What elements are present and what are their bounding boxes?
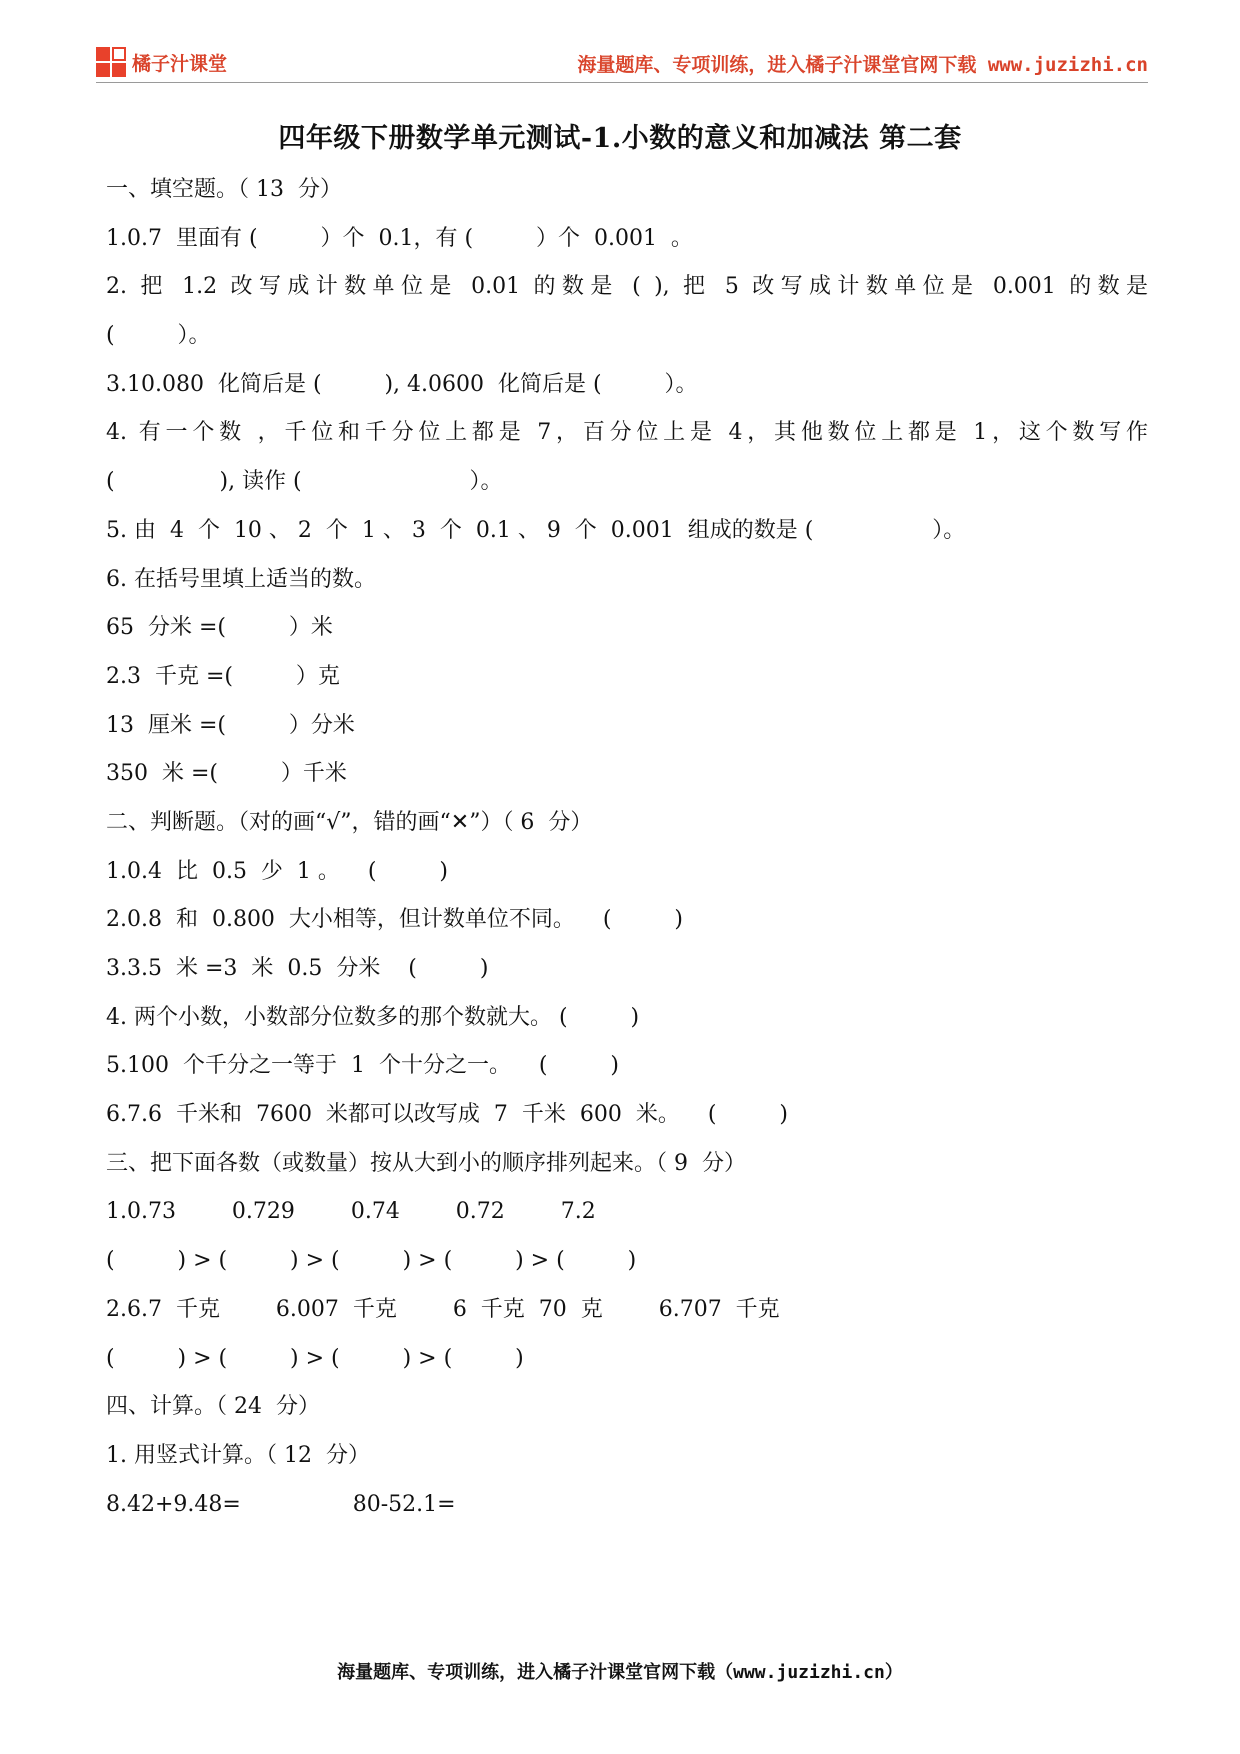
worksheet-body [106,166,1148,1529]
section-heading: 三、把下面各数（或数量）按从大到小的顺序排列起来。（ 9 分） [106,1150,746,1176]
question-line: ( ) > ( ) > ( ) > ( ) > ( ) [106,1248,637,1274]
question-line: 1. 用竖式计算。（ 12 分） [106,1442,370,1468]
question-line: 6. 在括号里填上适当的数。 [106,566,376,592]
question-line: 6.7.6 千米和 7600 米都可以改写成 7 千米 600 米。 ( ) [106,1102,788,1128]
question-line: 8.42+9.48= 80-52.1= [106,1491,456,1517]
question-line: 5.100 个千分之一等于 1 个十分之一。 ( ) [106,1053,620,1079]
question-line: ( ）。 [106,323,211,349]
question-line: 13 厘米 =( ）分米 [106,712,355,738]
question-line: 1.0.7 里面有 ( ）个 0.1，有 ( ）个 0.001 。 [106,225,693,251]
question-line: 3.10.080 化简后是 ( ), 4.0600 化简后是 ( ）。 [106,371,698,397]
question-line: 2. 把 1.2 改写成计数单位是 0.01 的数是 ( ), 把 5 改写成计数单位是 0.001 的数是 [106,274,1148,300]
question-line: 5. 由 4 个 10 、 2 个 1 、 3 个 0.1 、 9 个 0.001 组成的数是 ( ）。 [106,517,966,543]
logo-text: 橘子汁课堂 [132,52,228,75]
question-line: 2.6.7 千克 6.007 千克 6 千克 70 克 6.707 千克 [106,1296,780,1322]
question-line: 65 分米 =( ）米 [106,615,333,641]
question-line: 4. 两个小数，小数部分位数多的那个数就大。 ( ) [106,1004,640,1030]
section-heading: 四、计算。（ 24 分） [106,1394,320,1420]
question-line: ( ), 读作 ( ）。 [106,469,503,495]
question-line: 1.0.4 比 0.5 少 1 。 ( ) [106,858,448,884]
question-line: 2.3 千克 =( ）克 [106,663,340,689]
page-title: 四年级下册数学单元测试-1.小数的意义和加减法 第二套 [278,123,962,154]
question-line: ( ) > ( ) > ( ) > ( ) [106,1345,524,1371]
orange-logo-icon [96,47,126,77]
section-heading: 二、判断题。（对的画“√”，错的画“✕”）（ 6 分） [106,809,593,835]
question-line: 1.0.73 0.729 0.74 0.72 7.2 [106,1199,596,1225]
question-line: 4. 有一个数 ，千位和千分位上都是 7，百分位上是 4，其他数位上都是 1，这个数写作 [106,420,1148,446]
footer-slogan: 海量题库、专项训练，进入橘子汁课堂官网下载（www.juzizhi.cn） [337,1662,903,1683]
header-logo [96,46,227,78]
question-line: 350 米 =( ）千米 [106,761,347,787]
question-line: 3.3.5 米 =3 米 0.5 分米 ( ) [106,956,489,981]
question-line: 2.0.8 和 0.800 大小相等，但计数单位不同。 ( ) [106,907,683,933]
section-heading: 一、填空题。（ 13 分） [106,177,342,202]
header-divider [96,82,1148,83]
header-slogan: 海量题库、专项训练，进入橘子汁课堂官网下载 www.juzizhi.cn [577,54,1148,76]
